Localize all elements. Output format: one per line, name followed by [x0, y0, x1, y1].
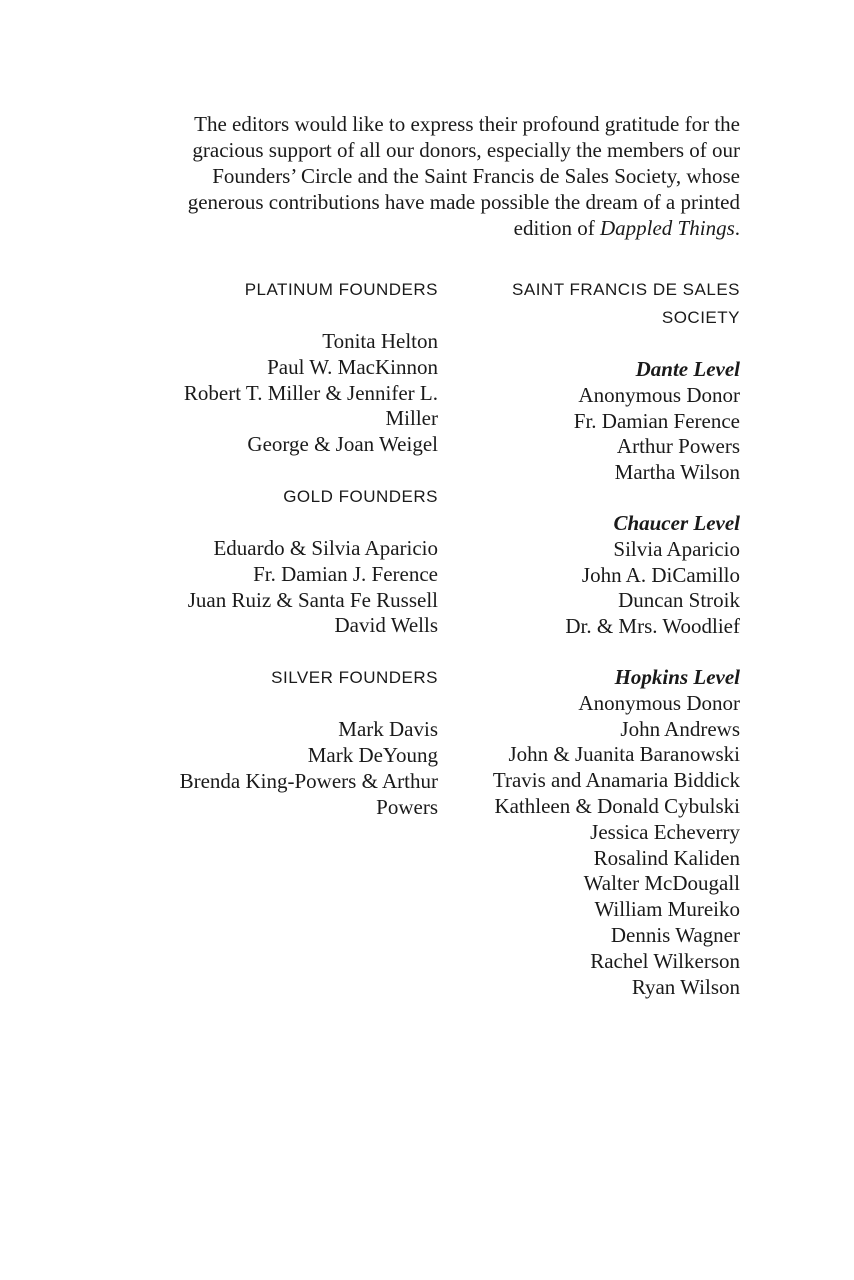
intro-text: The editors would like to express their profound gratitude for the gracious support of all our donors, especially the members of our Founders’ Circle and the Saint Francis de Sales Society, whose generous contributions have made possible the dream of a printed edition of: [187, 112, 740, 240]
donor-name: Arthur Powers: [616, 434, 740, 459]
founders-group-silver: [130, 664, 438, 820]
donor-name: Duncan Stroik: [618, 588, 740, 613]
intro-text-end: .: [734, 216, 740, 240]
group-heading: SILVER FOUNDERS: [271, 668, 438, 688]
level-label: Hopkins Level: [614, 664, 740, 689]
donor-name: Tonita Helton: [322, 329, 438, 353]
donor-name: George & Joan Weigel: [247, 432, 438, 457]
level-group-hopkins: [450, 665, 740, 1000]
level-group-chaucer: [450, 511, 740, 640]
donor-name: Anonymous Donor: [578, 690, 740, 715]
name-list: [450, 383, 740, 486]
donor-name: William Mureiko: [594, 897, 740, 922]
donor-name: Rachel Wilkerson: [590, 948, 740, 973]
donor-name: John & Juanita Baranowski: [508, 742, 740, 767]
level-group-dante: [450, 357, 740, 486]
founders-group-gold: [130, 483, 438, 639]
society-heading: SAINT FRANCIS DE SALES SOCIETY: [512, 280, 740, 327]
donor-name: Walter McDougall: [583, 871, 740, 896]
founders-column: [130, 276, 438, 845]
donor-name: Jessica Echeverry: [590, 819, 740, 844]
donor-name: Fr. Damian J. Ference: [253, 561, 438, 586]
donor-name: Dr. & Mrs. Woodlief: [565, 614, 740, 639]
group-heading: GOLD FOUNDERS: [283, 486, 438, 506]
name-list: [130, 717, 438, 820]
name-list: [130, 536, 438, 639]
intro-paragraph: [150, 111, 740, 241]
donor-name: Paul W. MacKinnon: [267, 354, 438, 379]
name-list: [130, 329, 438, 458]
donor-name: Dennis Wagner: [610, 922, 740, 947]
donor-name: David Wells: [334, 613, 438, 638]
level-label: Dante Level: [635, 357, 740, 381]
donor-name: Fr. Damian Ference: [573, 408, 740, 433]
donor-name: Juan Ruiz & Santa Fe Russell: [187, 587, 438, 612]
donor-name: Kathleen & Donald Cybulski: [494, 793, 740, 818]
donor-name: Silvia Aparicio: [613, 536, 740, 561]
donor-name: Brenda King-Powers & Arthur Powers: [179, 768, 438, 819]
donor-name: Martha Wilson: [614, 460, 740, 485]
level-label: Chaucer Level: [613, 510, 740, 535]
donor-name: Ryan Wilson: [631, 974, 740, 999]
publication-title: Dappled Things: [599, 216, 735, 240]
donor-name: Robert T. Miller & Jennifer L. Miller: [183, 380, 438, 431]
donor-name: John Andrews: [620, 716, 740, 741]
donor-name: Eduardo & Silvia Aparicio: [213, 535, 438, 560]
name-list: [450, 691, 740, 1001]
group-heading: PLATINUM FOUNDERS: [244, 280, 438, 299]
society-column: [450, 276, 740, 1025]
donor-name: Mark Davis: [338, 717, 438, 742]
donor-name: Travis and Anamaria Biddick: [492, 768, 740, 793]
donor-name: Anonymous Donor: [578, 382, 740, 407]
donor-name: Mark DeYoung: [307, 742, 438, 767]
donor-name: John A. DiCamillo: [581, 562, 740, 587]
donor-name: Rosalind Kaliden: [593, 845, 740, 870]
name-list: [450, 537, 740, 640]
founders-group-platinum: [130, 276, 438, 458]
